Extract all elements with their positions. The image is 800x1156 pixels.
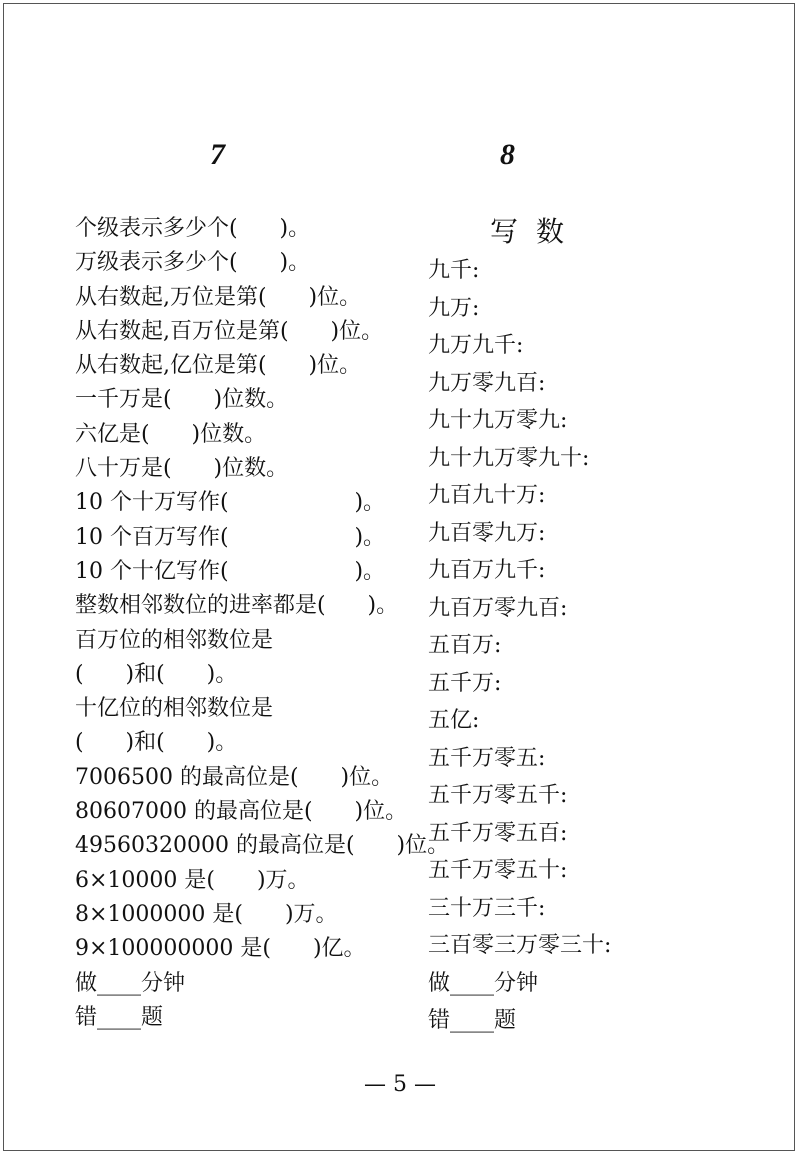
list-item: 九百九十万: — [428, 483, 546, 508]
time-spent-line: 做____分钟 — [428, 970, 539, 996]
list-item: 九百万九千: — [428, 558, 546, 583]
list-item: 九百万零九百: — [428, 595, 568, 621]
list-item: 万级表示多少个( )。 — [75, 250, 311, 276]
list-item: 十亿位的相邻数位是 — [75, 696, 274, 722]
list-item: 九十九万零九: — [428, 408, 568, 433]
list-item: 10 个十亿写作( )。 — [75, 558, 386, 584]
section-7-number: 7 — [210, 138, 225, 171]
list-item: 九万九千: — [428, 333, 524, 358]
list-item: 从右数起,亿位是第( )位。 — [75, 353, 362, 379]
list-item: 6×10000 是( )万。 — [75, 867, 310, 893]
list-item: 九百零九万: — [428, 520, 546, 546]
list-item: 一千万是( )位数。 — [75, 387, 289, 413]
list-item: 个级表示多少个( )。 — [75, 216, 311, 241]
list-item: 六亿是( )位数。 — [75, 421, 267, 447]
section-7-list — [75, 212, 450, 1035]
list-item: 九千: — [428, 258, 480, 283]
list-item: 从右数起,万位是第( )位。 — [75, 284, 362, 310]
list-item: 三百零三万零三十: — [428, 933, 612, 958]
list-item: 百万位的相邻数位是 — [75, 627, 274, 653]
list-item: 五千万零五千: — [428, 783, 568, 808]
list-item: 整数相邻数位的进率都是( )。 — [75, 593, 399, 619]
errors-line: 错____题 — [75, 1004, 164, 1030]
list-item: 9×100000000 是( )亿。 — [75, 936, 366, 962]
list-item: 九万零九百: — [428, 370, 546, 396]
errors-line: 错____题 — [428, 1008, 517, 1033]
list-item: 80607000 的最高位是( )位。 — [75, 799, 408, 825]
time-spent-line: 做____分钟 — [75, 970, 186, 996]
section-8-title: 写数 — [490, 215, 583, 248]
list-item: 五亿: — [428, 708, 480, 733]
list-item: 10 个十万写作( )。 — [75, 490, 386, 516]
list-item: 7006500 的最高位是( )位。 — [75, 764, 394, 790]
section-8-list — [428, 252, 758, 1040]
list-item: 从右数起,百万位是第( )位。 — [75, 318, 384, 344]
list-item: 五千万零五: — [428, 745, 546, 771]
list-item: 8×1000000 是( )万。 — [75, 901, 338, 927]
list-item: 五千万: — [428, 670, 502, 696]
list-item: 八十万是( )位数。 — [75, 456, 289, 482]
list-item: 49560320000 的最高位是( )位。 — [75, 833, 450, 859]
list-item: 三十万三千: — [428, 895, 546, 921]
list-item: 九万: — [428, 295, 480, 321]
list-item: 10 个百万写作( )。 — [75, 524, 386, 550]
list-item: ( )和( )。 — [75, 730, 238, 756]
page-number: — 5 — — [364, 1072, 436, 1097]
list-item: 五千万零五百: — [428, 820, 568, 846]
list-item: 五千万零五十: — [428, 858, 568, 883]
list-item: ( )和( )。 — [75, 661, 238, 687]
list-item: 九十九万零九十: — [428, 445, 590, 471]
list-item: 五百万: — [428, 633, 502, 658]
section-8-number: 8 — [500, 138, 515, 171]
